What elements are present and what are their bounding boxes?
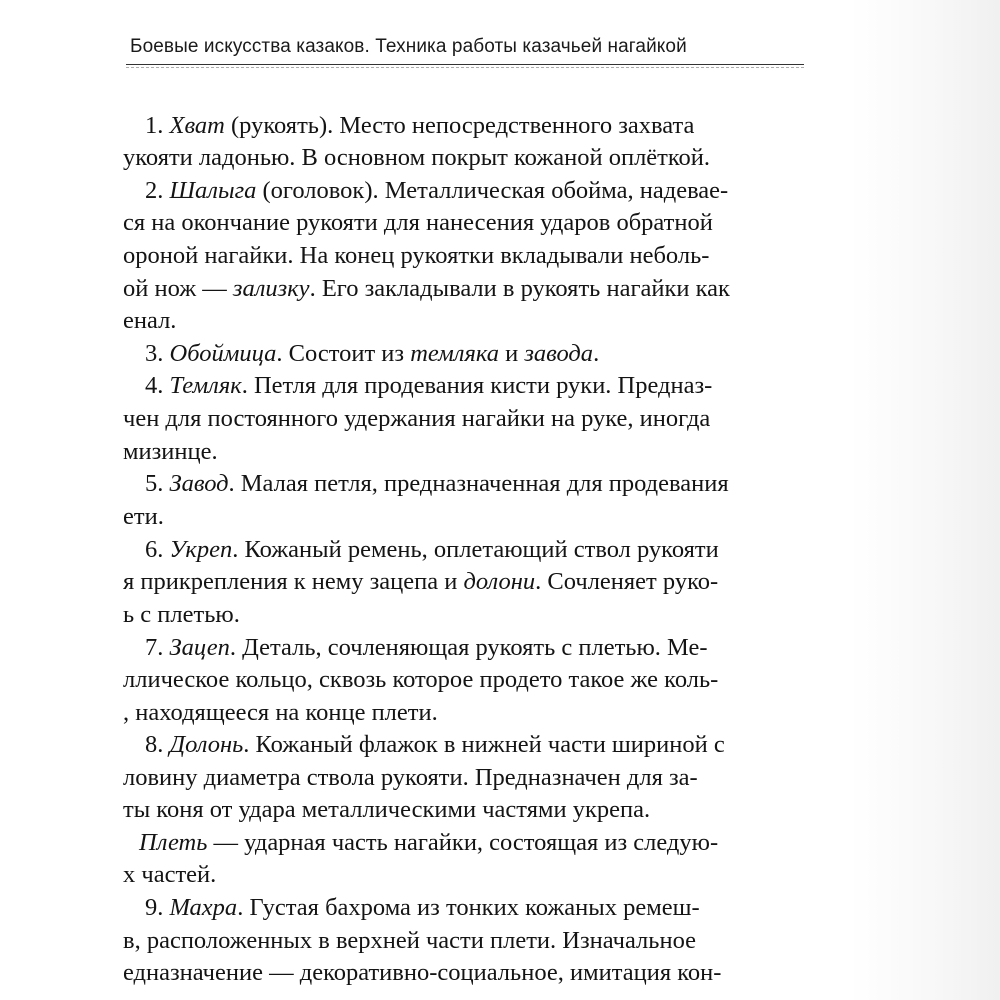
text-run: мизинце. [123,438,218,465]
italic-term: Шалыга [169,177,257,204]
text-run: ой нож — [123,275,233,302]
text-run: 1. [145,112,170,139]
text-run: ловину диаметра ствола рукояти. Предназначен для за- [123,764,698,791]
italic-term: Зацеп [169,634,230,661]
italic-term: Плеть [139,829,208,856]
text-line [123,961,721,986]
text-run: (оголовок). Металлическая обойма, надевае- [256,177,729,204]
text-line [123,505,164,530]
text-run: 3. [145,340,170,367]
text-run: . Кожаный ремень, оплетающий ствол рукояти [232,536,719,563]
text-line [123,407,710,432]
text-line [145,733,725,758]
italic-term: Хват [169,112,225,139]
text-run: я прикрепления к нему зацепа и [123,568,464,595]
text-line [145,472,729,497]
text-line [123,701,438,726]
text-run: . Деталь, сочленяющая рукоять с плетью. Ме- [229,634,708,661]
text-run: х частей. [123,861,217,888]
running-title: Боевые искусства казаков. Техника работы казачьей нагайкой [130,36,687,57]
text-run: ся на окончание рукояти для нанесения ударов обратной [123,209,713,236]
text-line [139,831,718,856]
italic-term: Завод [169,470,229,497]
text-line [145,114,694,139]
text-line [145,538,719,563]
text-run: (рукоять). Место непосредственного захвата [224,112,695,139]
text-run: ети. [123,503,164,530]
text-line [145,179,728,204]
text-line [123,929,696,954]
text-line [123,668,718,693]
text-line [123,798,650,823]
text-line [145,374,712,399]
text-line [145,636,708,661]
text-run: . [593,340,600,367]
italic-term: Обоймица [169,340,277,367]
text-line [123,603,240,628]
text-line [123,211,713,236]
text-run: . Кожаный флажок в нижней части шириной с [243,731,725,758]
italic-term: темляка [410,340,499,367]
text-run: . Сочленяет руко- [535,568,719,595]
text-run: ороной нагайки. На конец рукоятки вкладывали неболь- [123,242,710,269]
text-line [123,863,216,888]
text-run: 4. [145,372,170,399]
italic-term: Долонь [169,731,244,758]
italic-term: Темляк [169,372,242,399]
text-run: 6. [145,536,170,563]
text-run: ллическое кольцо, сквозь которое продето такое же коль- [123,666,719,693]
text-run: чен для постоянного удержания нагайки на руке, иногда [123,405,711,432]
italic-term: зализку [232,275,310,302]
text-run: 5. [145,470,170,497]
italic-term: завода [524,340,594,367]
text-line [123,244,709,269]
text-line [123,309,176,334]
italic-term: Махра [169,894,238,921]
text-line [123,570,718,595]
text-run: 2. [145,177,170,204]
text-run: едназначение — декоративно-социальное, имитация кон- [123,959,722,986]
text-run: ты коня от удара металлическими частями укрепа. [123,796,651,823]
text-run: . Состоит из [276,340,411,367]
text-run: енал. [123,307,177,334]
italic-term: Укреп [169,536,233,563]
text-run: . Густая бахрома из тонких кожаных ремеш- [237,894,700,921]
text-line [145,342,599,367]
text-line [123,146,710,171]
text-line [123,277,730,302]
text-run: — ударная часть нагайки, состоящая из следую- [207,829,719,856]
text-run: укояти ладонью. В основном покрыт кожаной оплёткой. [123,144,711,171]
text-run: 8. [145,731,170,758]
text-run: ь с плетью. [123,601,240,628]
text-run: в, расположенных в верхней части плети. Изначальное [123,927,696,954]
text-run: и [498,340,525,367]
text-run: . Петля для продевания кисти руки. Предназ- [241,372,713,399]
text-line [145,896,700,921]
italic-term: долони [463,568,536,595]
text-run: , находящееся на конце плети. [123,699,438,726]
text-run: 9. [145,894,170,921]
text-line [123,440,218,465]
text-run: . Малая петля, предназначенная для продевания [228,470,729,497]
text-line [123,766,698,791]
text-run: . Его закладывали в рукоять нагайки как [309,275,730,302]
text-run: 7. [145,634,170,661]
